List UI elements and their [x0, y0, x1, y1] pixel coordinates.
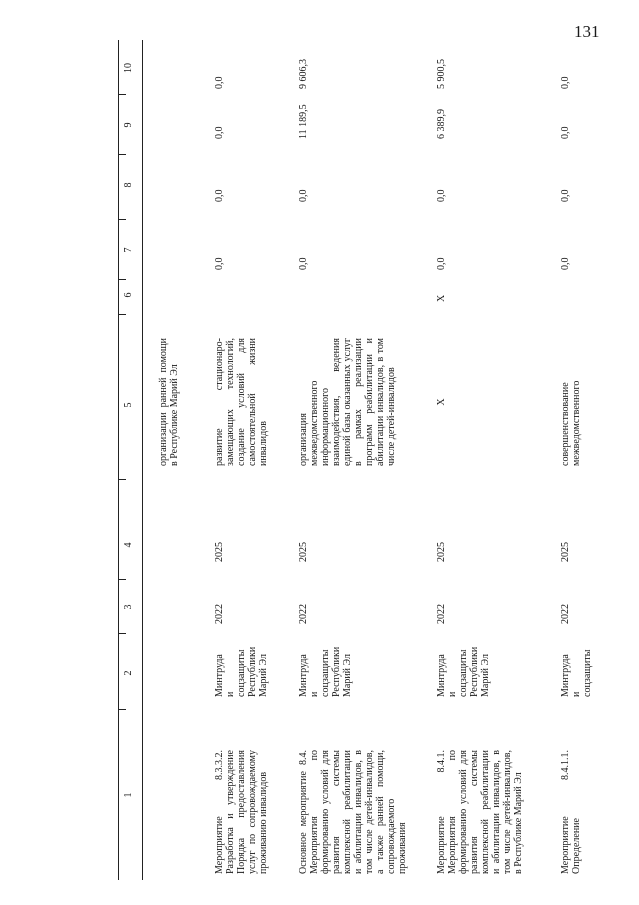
cell-result: организация межведомственного информационного взаимодействия, ведения единой базы оказанных услуг в рамках реализации программ реабилитации и абилитации инвалидов, в том числе детей-инвалидов: [298, 338, 397, 466]
cell-executor: Минтруда и соцзащиты Республики Марий Эл: [436, 646, 491, 697]
column-number: 7: [123, 247, 134, 253]
column-number: 2: [123, 670, 134, 676]
cell-value: 0,0: [214, 257, 225, 270]
col-divider: [118, 219, 126, 220]
cell-event: Мероприятие 8.3.3.2. Разработка и утверждение Порядка предоставления услуг по сопровождаемому проживанию инвалидов: [214, 750, 269, 874]
cell-executor: Минтруда и соцзащиты Республики Марий Эл: [298, 646, 353, 697]
cell-result: развитие стационаро-замещающих технологий, создание условий для самостоятельной жизни инвалидов: [214, 338, 269, 466]
col-divider: [118, 709, 126, 710]
cell-end-year: 2025: [214, 542, 225, 562]
cell-value: 0,0: [298, 189, 309, 202]
cell-end-year: 2025: [436, 542, 447, 562]
page-number: 131: [574, 22, 600, 41]
col-divider: [118, 314, 126, 315]
column-number: 9: [123, 122, 134, 128]
cell-value: 0,0: [214, 126, 225, 139]
cell-result: X: [436, 398, 447, 406]
col-divider: [118, 479, 126, 480]
cell-event: Мероприятие 8.4.1.1. Определение: [560, 750, 582, 874]
header-bottom-rule: [142, 40, 143, 880]
col-divider: [118, 579, 126, 580]
cell-start-year: 2022: [560, 604, 571, 624]
cell-result: совершенствование межведомственного: [560, 380, 582, 466]
cell-value: 0,0: [436, 189, 447, 202]
cell-executor: Минтруда и соцзащиты: [560, 649, 593, 697]
cell-value: 0,0: [560, 76, 571, 89]
col-divider: [118, 94, 126, 95]
cell-value: 0,0: [560, 257, 571, 270]
cell-event: Основное мероприятие 8.4. Мероприятия по формированию условий для развития системы комплексной реабилитации и абилитации инвалидов, в том числе детей-инвалидов, а также ранней помощи, сопровождаемого проживания: [298, 750, 408, 874]
col-divider: [118, 154, 126, 155]
cell-end-year: 2025: [298, 542, 309, 562]
column-number: 4: [123, 542, 134, 548]
column-number: 1: [123, 792, 134, 798]
table-top-rule: [118, 40, 119, 880]
col-divider: [118, 633, 126, 634]
cell-result: организации ранней помощи в Республике Марий Эл: [158, 338, 180, 466]
column-number: 10: [123, 63, 134, 73]
cell-start-year: 2022: [436, 604, 447, 624]
cell-value: 11 189,5: [298, 104, 309, 139]
cell-value: 0,0: [560, 126, 571, 139]
column-number: 3: [123, 604, 134, 610]
cell-end-year: 2025: [560, 542, 571, 562]
column-number: 8: [123, 182, 134, 188]
cell-value: 5 900,5: [436, 59, 447, 89]
cell-value: 0,0: [214, 76, 225, 89]
cell-event: Мероприятие 8.4.1. Мероприятия по формированию условий для развития системы комплексной реабилитации и абилитации инвалидов, в том числе детей-инвалидов, в Республике Марий Эл: [436, 750, 524, 874]
cell-value: 0,0: [560, 189, 571, 202]
cell-indicator: X: [436, 294, 447, 302]
cell-start-year: 2022: [298, 604, 309, 624]
rotated-table: [118, 40, 638, 880]
cell-value: 9 606,3: [298, 59, 309, 89]
cell-value: 0,0: [298, 257, 309, 270]
cell-executor: Минтруда и соцзащиты Республики Марий Эл: [214, 646, 269, 697]
column-number: 6: [123, 292, 134, 298]
cell-value: 6 389,9: [436, 109, 447, 139]
column-number: 5: [123, 402, 134, 408]
cell-value: 0,0: [436, 257, 447, 270]
cell-value: 0,0: [214, 189, 225, 202]
cell-start-year: 2022: [214, 604, 225, 624]
